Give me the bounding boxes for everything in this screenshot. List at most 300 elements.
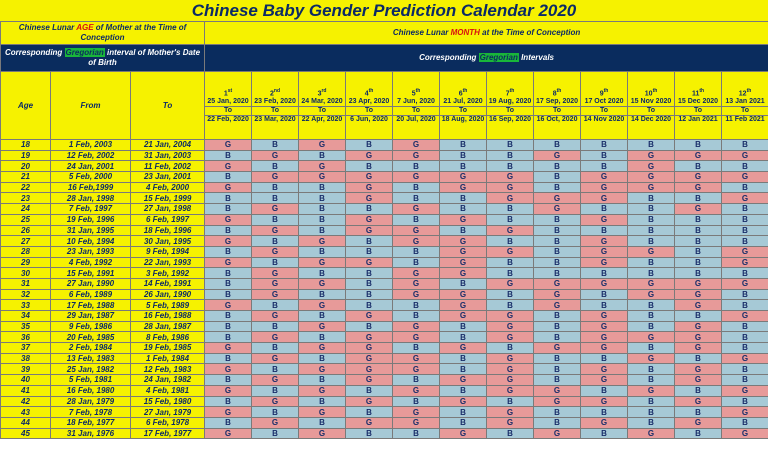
prediction-girl-cell: G — [346, 182, 393, 193]
prediction-girl-cell: G — [628, 172, 675, 183]
prediction-boy-cell: B — [675, 225, 722, 236]
age-row — [1, 214, 768, 225]
month-column-header — [675, 72, 722, 140]
prediction-boy-cell: B — [581, 140, 628, 151]
month-end-date: 23 Mar, 2020 — [254, 116, 296, 124]
prediction-girl-cell: G — [534, 428, 581, 439]
prediction-girl-cell: G — [205, 161, 252, 172]
birth-from-cell: 28 Jan, 1979 — [51, 396, 131, 407]
prediction-girl-cell: G — [393, 289, 440, 300]
prediction-girl-cell: G — [205, 385, 252, 396]
prediction-boy-cell: B — [487, 300, 534, 311]
prediction-boy-cell: B — [252, 300, 299, 311]
prediction-boy-cell: B — [628, 364, 675, 375]
birth-to-cell: 4 Feb, 2000 — [131, 182, 205, 193]
age-row — [1, 343, 768, 354]
prediction-boy-cell: B — [534, 417, 581, 428]
prediction-girl-cell: G — [440, 311, 487, 322]
age-cell: 26 — [1, 225, 51, 236]
prediction-girl-cell: G — [299, 172, 346, 183]
prediction-boy-cell: B — [440, 140, 487, 151]
prediction-girl-cell: G — [252, 268, 299, 279]
prediction-girl-cell: G — [299, 140, 346, 151]
prediction-boy-cell: B — [252, 321, 299, 332]
prediction-boy-cell: B — [534, 182, 581, 193]
gregorian-intervals-header — [205, 45, 768, 72]
prediction-boy-cell: B — [440, 417, 487, 428]
age-row — [1, 407, 768, 418]
prediction-girl-cell: G — [534, 278, 581, 289]
prediction-boy-cell: B — [299, 375, 346, 386]
prediction-girl-cell: G — [675, 289, 722, 300]
age-header-suffix: of Mother at the Time of Conception — [80, 23, 187, 42]
month-number: 1st — [223, 87, 233, 98]
birth-to-cell: 11 Feb, 2002 — [131, 161, 205, 172]
age-row — [1, 278, 768, 289]
prediction-boy-cell: B — [534, 257, 581, 268]
birth-to-cell: 31 Jan, 2003 — [131, 150, 205, 161]
age-cell: 38 — [1, 353, 51, 364]
prediction-girl-cell: G — [581, 214, 628, 225]
prediction-boy-cell: B — [487, 396, 534, 407]
month-to-label: To — [252, 106, 298, 116]
prediction-boy-cell: B — [440, 407, 487, 418]
prediction-boy-cell: B — [675, 214, 722, 225]
month-to-label: To — [205, 106, 251, 116]
intervals-header-prefix: Corresponding — [419, 53, 479, 62]
prediction-girl-cell: G — [675, 417, 722, 428]
age-row — [1, 246, 768, 257]
prediction-boy-cell: B — [205, 172, 252, 183]
prediction-boy-cell: B — [628, 321, 675, 332]
prediction-girl-cell: G — [581, 172, 628, 183]
birth-to-cell: 27 Jan, 1979 — [131, 407, 205, 418]
prediction-boy-cell: B — [393, 428, 440, 439]
prediction-girl-cell: G — [581, 278, 628, 289]
age-row — [1, 150, 768, 161]
birth-interval-header — [1, 45, 205, 72]
age-cell: 22 — [1, 182, 51, 193]
page-title: Chinese Baby Gender Prediction Calendar 2020 — [0, 0, 768, 22]
month-start-date: 15 Nov 2020 — [630, 98, 672, 106]
birth-from-cell: 5 Feb, 1981 — [51, 375, 131, 386]
month-column-header — [205, 72, 252, 140]
birth-to-cell: 9 Feb, 1994 — [131, 246, 205, 257]
age-row — [1, 193, 768, 204]
month-end-date: 6 Jun, 2020 — [350, 116, 388, 124]
prediction-boy-cell: B — [299, 214, 346, 225]
prediction-boy-cell: B — [581, 289, 628, 300]
age-row — [1, 236, 768, 247]
prediction-girl-cell: G — [628, 289, 675, 300]
birth-to-cell: 8 Feb, 1986 — [131, 332, 205, 343]
prediction-girl-cell: G — [534, 193, 581, 204]
prediction-boy-cell: B — [581, 407, 628, 418]
birth-to-cell: 18 Feb, 1996 — [131, 225, 205, 236]
prediction-girl-cell: G — [440, 236, 487, 247]
prediction-girl-cell: G — [675, 300, 722, 311]
prediction-girl-cell: G — [346, 311, 393, 322]
prediction-boy-cell: B — [252, 193, 299, 204]
age-row — [1, 375, 768, 386]
month-start-date: 15 Dec 2020 — [677, 98, 719, 106]
prediction-girl-cell: G — [393, 321, 440, 332]
prediction-boy-cell: B — [534, 375, 581, 386]
prediction-girl-cell: G — [628, 246, 675, 257]
prediction-girl-cell: G — [440, 268, 487, 279]
prediction-boy-cell: B — [722, 182, 768, 193]
col-header-age: Age — [1, 72, 51, 140]
month-column-header — [252, 72, 299, 140]
age-row — [1, 289, 768, 300]
prediction-girl-cell: G — [205, 428, 252, 439]
prediction-boy-cell: B — [346, 300, 393, 311]
prediction-boy-cell: B — [252, 214, 299, 225]
prediction-boy-cell: B — [205, 278, 252, 289]
prediction-girl-cell: G — [346, 150, 393, 161]
birth-from-cell: 4 Feb, 1992 — [51, 257, 131, 268]
month-start-date: 19 Aug, 2020 — [488, 98, 532, 106]
age-row — [1, 332, 768, 343]
month-start-date: 17 Sep, 2020 — [536, 98, 579, 106]
prediction-girl-cell: G — [581, 332, 628, 343]
prediction-girl-cell: G — [393, 268, 440, 279]
prediction-boy-cell: B — [628, 300, 675, 311]
prediction-boy-cell: B — [393, 396, 440, 407]
prediction-boy-cell: B — [581, 161, 628, 172]
birth-to-cell: 22 Jan, 1993 — [131, 257, 205, 268]
prediction-boy-cell: B — [534, 364, 581, 375]
prediction-boy-cell: B — [440, 321, 487, 332]
prediction-girl-cell: G — [393, 364, 440, 375]
age-cell: 44 — [1, 417, 51, 428]
prediction-girl-cell: G — [440, 343, 487, 354]
month-number: 9th — [599, 87, 609, 98]
prediction-boy-cell: B — [440, 364, 487, 375]
month-column-header — [581, 72, 628, 140]
birth-from-cell: 18 Feb, 1977 — [51, 417, 131, 428]
prediction-boy-cell: B — [628, 140, 675, 151]
prediction-boy-cell: B — [722, 300, 768, 311]
prediction-girl-cell: G — [581, 364, 628, 375]
month-number: 7th — [505, 87, 515, 98]
prediction-boy-cell: B — [299, 193, 346, 204]
prediction-girl-cell: G — [675, 364, 722, 375]
prediction-boy-cell: B — [722, 268, 768, 279]
age-cell: 40 — [1, 375, 51, 386]
month-column-header — [440, 72, 487, 140]
prediction-boy-cell: B — [346, 321, 393, 332]
month-column-header — [628, 72, 675, 140]
month-to-label: To — [393, 106, 439, 116]
prediction-boy-cell: B — [581, 353, 628, 364]
birth-from-cell: 31 Jan, 1976 — [51, 428, 131, 439]
prediction-boy-cell: B — [299, 182, 346, 193]
prediction-boy-cell: B — [440, 193, 487, 204]
birth-from-cell: 16 Feb,1999 — [51, 182, 131, 193]
age-cell: 30 — [1, 268, 51, 279]
birth-to-cell: 24 Jan, 1982 — [131, 375, 205, 386]
prediction-boy-cell: B — [393, 311, 440, 322]
prediction-boy-cell: B — [722, 140, 768, 151]
birth-to-cell: 16 Feb, 1988 — [131, 311, 205, 322]
birth-to-cell: 27 Jan, 1998 — [131, 204, 205, 215]
month-number: 2nd — [270, 87, 281, 98]
age-row — [1, 385, 768, 396]
prediction-boy-cell: B — [675, 161, 722, 172]
prediction-boy-cell: B — [252, 161, 299, 172]
prediction-boy-cell: B — [675, 268, 722, 279]
birth-to-cell: 23 Jan, 2001 — [131, 172, 205, 183]
birth-from-cell: 20 Feb, 1985 — [51, 332, 131, 343]
birth-to-cell: 3 Feb, 1992 — [131, 268, 205, 279]
interval-header-prefix: Corresponding — [4, 48, 65, 57]
prediction-girl-cell: G — [487, 182, 534, 193]
prediction-girl-cell: G — [346, 225, 393, 236]
prediction-girl-cell: G — [393, 278, 440, 289]
prediction-boy-cell: B — [346, 385, 393, 396]
prediction-girl-cell: G — [487, 225, 534, 236]
prediction-boy-cell: B — [299, 225, 346, 236]
prediction-boy-cell: B — [393, 375, 440, 386]
prediction-boy-cell: B — [440, 161, 487, 172]
month-end-date: 14 Nov 2020 — [583, 116, 625, 124]
prediction-girl-cell: G — [393, 407, 440, 418]
prediction-boy-cell: B — [628, 375, 675, 386]
prediction-boy-cell: B — [581, 204, 628, 215]
prediction-boy-cell: B — [440, 332, 487, 343]
month-start-date: 23 Feb, 2020 — [254, 98, 296, 106]
prediction-boy-cell: B — [299, 268, 346, 279]
prediction-girl-cell: G — [440, 182, 487, 193]
prediction-girl-cell: G — [393, 225, 440, 236]
prediction-girl-cell: G — [534, 396, 581, 407]
prediction-girl-cell: G — [252, 204, 299, 215]
intervals-header-suffix: Intervals — [518, 53, 554, 62]
prediction-boy-cell: B — [205, 353, 252, 364]
prediction-girl-cell: G — [722, 257, 768, 268]
prediction-girl-cell: G — [299, 300, 346, 311]
prediction-girl-cell: G — [487, 278, 534, 289]
prediction-boy-cell: B — [487, 140, 534, 151]
month-number: 10th — [644, 87, 658, 98]
prediction-girl-cell: G — [628, 182, 675, 193]
prediction-girl-cell: G — [487, 385, 534, 396]
prediction-boy-cell: B — [722, 214, 768, 225]
birth-to-cell: 14 Feb, 1991 — [131, 278, 205, 289]
prediction-boy-cell: B — [722, 321, 768, 332]
birth-from-cell: 10 Feb, 1994 — [51, 236, 131, 247]
birth-from-cell: 1 Feb, 2003 — [51, 140, 131, 151]
prediction-girl-cell: G — [628, 161, 675, 172]
birth-from-cell: 23 Jan, 1993 — [51, 246, 131, 257]
prediction-girl-cell: G — [299, 236, 346, 247]
birth-from-cell: 27 Jan, 1990 — [51, 278, 131, 289]
birth-from-cell: 9 Feb, 1986 — [51, 321, 131, 332]
prediction-girl-cell: G — [534, 385, 581, 396]
prediction-boy-cell: B — [252, 385, 299, 396]
month-column-header — [299, 72, 346, 140]
age-cell: 21 — [1, 172, 51, 183]
prediction-girl-cell: G — [205, 140, 252, 151]
month-start-date: 25 Jan, 2020 — [207, 98, 249, 106]
prediction-boy-cell: B — [581, 268, 628, 279]
age-row — [1, 321, 768, 332]
month-column-header — [722, 72, 768, 140]
prediction-girl-cell: G — [440, 375, 487, 386]
prediction-boy-cell: B — [252, 236, 299, 247]
prediction-boy-cell: B — [722, 332, 768, 343]
prediction-boy-cell: B — [581, 300, 628, 311]
prediction-boy-cell: B — [346, 246, 393, 257]
age-cell: 37 — [1, 343, 51, 354]
prediction-girl-cell: G — [487, 172, 534, 183]
prediction-girl-cell: G — [440, 246, 487, 257]
month-to-label: To — [722, 106, 768, 116]
prediction-girl-cell: G — [675, 278, 722, 289]
prediction-boy-cell: B — [534, 214, 581, 225]
prediction-boy-cell: B — [628, 225, 675, 236]
prediction-girl-cell: G — [581, 236, 628, 247]
prediction-girl-cell: G — [722, 150, 768, 161]
month-column-header — [393, 72, 440, 140]
prediction-girl-cell: G — [581, 417, 628, 428]
age-row — [1, 311, 768, 322]
age-cell: 31 — [1, 278, 51, 289]
prediction-boy-cell: B — [299, 396, 346, 407]
age-cell: 41 — [1, 385, 51, 396]
month-start-date: 24 Mar, 2020 — [301, 98, 343, 106]
prediction-boy-cell: B — [252, 428, 299, 439]
prediction-girl-cell: G — [252, 396, 299, 407]
prediction-boy-cell: B — [722, 225, 768, 236]
birth-to-cell: 26 Jan, 1990 — [131, 289, 205, 300]
prediction-boy-cell: B — [487, 289, 534, 300]
gender-prediction-table — [0, 21, 768, 439]
prediction-girl-cell: G — [581, 257, 628, 268]
prediction-boy-cell: B — [346, 428, 393, 439]
month-number: 8th — [552, 87, 562, 98]
prediction-girl-cell: G — [346, 257, 393, 268]
prediction-girl-cell: G — [346, 332, 393, 343]
prediction-boy-cell: B — [534, 332, 581, 343]
prediction-boy-cell: B — [534, 140, 581, 151]
month-header-suffix: at the Time of Conception — [479, 28, 581, 37]
age-cell: 19 — [1, 150, 51, 161]
prediction-boy-cell: B — [628, 311, 675, 322]
prediction-girl-cell: G — [346, 375, 393, 386]
prediction-girl-cell: G — [299, 364, 346, 375]
prediction-girl-cell: G — [722, 172, 768, 183]
col-header-to: To — [131, 72, 205, 140]
prediction-girl-cell: G — [299, 407, 346, 418]
age-cell: 25 — [1, 214, 51, 225]
birth-to-cell: 21 Jan, 2004 — [131, 140, 205, 151]
prediction-boy-cell: B — [722, 161, 768, 172]
month-number: 6th — [458, 87, 468, 98]
month-start-date: 21 Jul, 2020 — [443, 98, 483, 106]
birth-from-cell: 12 Feb, 2002 — [51, 150, 131, 161]
lunar-month-header — [205, 22, 768, 45]
month-end-date: 22 Apr, 2020 — [301, 116, 343, 124]
prediction-boy-cell: B — [205, 204, 252, 215]
prediction-girl-cell: G — [628, 150, 675, 161]
prediction-girl-cell: G — [487, 321, 534, 332]
birth-from-cell: 15 Feb, 1991 — [51, 268, 131, 279]
prediction-boy-cell: B — [722, 289, 768, 300]
prediction-boy-cell: B — [487, 428, 534, 439]
prediction-girl-cell: G — [440, 428, 487, 439]
prediction-boy-cell: B — [252, 343, 299, 354]
prediction-boy-cell: B — [440, 225, 487, 236]
birth-from-cell: 13 Feb, 1983 — [51, 353, 131, 364]
prediction-boy-cell: B — [581, 225, 628, 236]
prediction-boy-cell: B — [675, 140, 722, 151]
prediction-girl-cell: G — [487, 375, 534, 386]
prediction-girl-cell: G — [675, 204, 722, 215]
prediction-boy-cell: B — [534, 236, 581, 247]
prediction-boy-cell: B — [205, 417, 252, 428]
prediction-girl-cell: G — [581, 246, 628, 257]
month-number: 3rd — [317, 87, 327, 98]
prediction-boy-cell: B — [393, 214, 440, 225]
month-to-label: To — [299, 106, 345, 116]
age-cell: 18 — [1, 140, 51, 151]
age-cell: 33 — [1, 300, 51, 311]
month-column-header — [346, 72, 393, 140]
prediction-boy-cell: B — [675, 311, 722, 322]
month-to-label: To — [581, 106, 627, 116]
prediction-boy-cell: B — [205, 193, 252, 204]
birth-from-cell: 25 Jan, 1982 — [51, 364, 131, 375]
prediction-boy-cell: B — [534, 172, 581, 183]
prediction-girl-cell: G — [205, 214, 252, 225]
month-number: 4th — [364, 87, 374, 98]
prediction-girl-cell: G — [675, 321, 722, 332]
prediction-boy-cell: B — [393, 343, 440, 354]
prediction-boy-cell: B — [252, 182, 299, 193]
birth-from-cell: 24 Jan, 2001 — [51, 161, 131, 172]
prediction-girl-cell: G — [675, 150, 722, 161]
birth-from-cell: 29 Jan, 1987 — [51, 311, 131, 322]
prediction-girl-cell: G — [205, 407, 252, 418]
birth-to-cell: 30 Jan, 1995 — [131, 236, 205, 247]
prediction-girl-cell: G — [722, 246, 768, 257]
month-end-date: 18 Aug, 2020 — [441, 116, 485, 124]
birth-to-cell: 15 Feb, 1999 — [131, 193, 205, 204]
prediction-boy-cell: B — [346, 278, 393, 289]
birth-from-cell: 17 Feb, 1988 — [51, 300, 131, 311]
birth-to-cell: 19 Feb, 1985 — [131, 343, 205, 354]
prediction-boy-cell: B — [393, 300, 440, 311]
prediction-boy-cell: B — [252, 257, 299, 268]
prediction-boy-cell: B — [205, 268, 252, 279]
prediction-girl-cell: G — [346, 364, 393, 375]
prediction-girl-cell: G — [252, 289, 299, 300]
prediction-boy-cell: B — [487, 268, 534, 279]
prediction-girl-cell: G — [675, 182, 722, 193]
prediction-boy-cell: B — [534, 225, 581, 236]
birth-from-cell: 7 Feb, 1997 — [51, 204, 131, 215]
prediction-boy-cell: B — [205, 311, 252, 322]
prediction-girl-cell: G — [252, 353, 299, 364]
prediction-girl-cell: G — [628, 428, 675, 439]
month-end-date: 16 Oct, 2020 — [536, 116, 578, 124]
prediction-boy-cell: B — [299, 289, 346, 300]
prediction-boy-cell: B — [534, 407, 581, 418]
month-start-date: 7 Jun, 2020 — [397, 98, 435, 106]
prediction-girl-cell: G — [393, 385, 440, 396]
